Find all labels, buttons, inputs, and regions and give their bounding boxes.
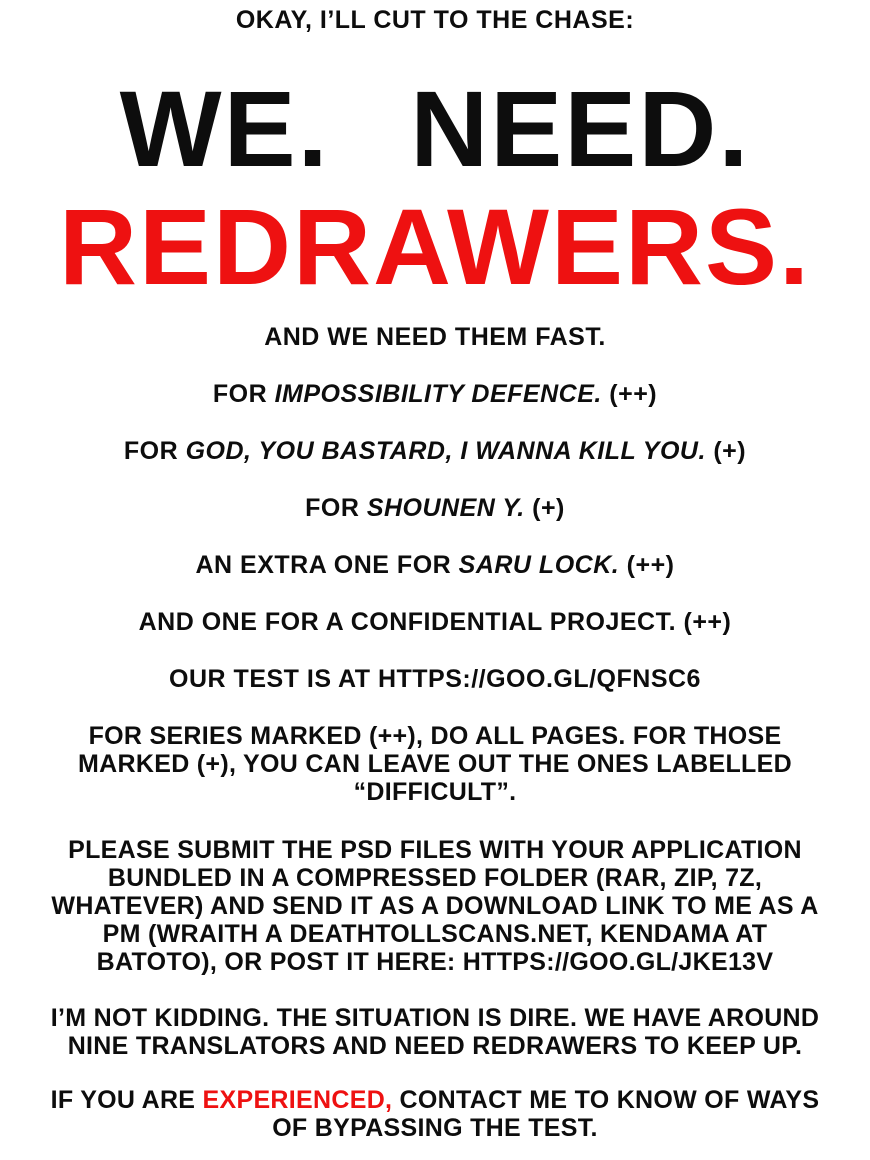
series-prefix: FOR: [305, 494, 367, 522]
paragraph-line: I’M NOT KIDDING. THE SITUATION IS DIRE. WE HAVE AROUND: [50, 1004, 820, 1032]
series-title: IMPOSSIBILITY DEFENCE.: [274, 380, 602, 408]
series-marker: (++): [619, 551, 675, 579]
rules-paragraph: [0, 722, 870, 806]
series-line-impossibility-defence: [0, 380, 870, 409]
urgency-line: AND WE NEED THEM FAST.: [264, 323, 606, 351]
series-line-confidential-project: [0, 608, 870, 637]
series-marker: (+): [705, 437, 747, 465]
series-prefix: FOR: [212, 380, 275, 408]
series-title: SARU LOCK.: [458, 551, 620, 579]
series-line-saru-lock: [0, 551, 870, 580]
paragraph-line: PM (WRAITH A DEATHTOLLSCANS.NET, KENDAMA AT: [102, 920, 768, 948]
submission-paragraph: [0, 836, 870, 976]
series-marker: (+): [524, 494, 565, 522]
experienced-paragraph: [0, 1086, 870, 1142]
series-marker: (++): [601, 380, 658, 408]
headline-we-need: WE. NEED.: [119, 68, 751, 189]
paragraph-line: BUNDLED IN A COMPRESSED FOLDER (RAR, ZIP, 7Z,: [107, 864, 763, 892]
series-prefix: AND ONE FOR A CONFIDENTIAL PROJECT.: [138, 608, 677, 636]
paragraph-line: [0, 1086, 870, 1114]
paragraph-line: FOR SERIES MARKED (++), DO ALL PAGES. FOR THOSE: [88, 722, 782, 750]
series-prefix: FOR: [123, 437, 186, 465]
paragraph-line: MARKED (+), YOU CAN LEAVE OUT THE ONES LABELLED: [78, 750, 792, 778]
headline-redrawers: REDRAWERS.: [58, 186, 812, 307]
paragraph-line: WHATEVER) AND SEND IT AS A DOWNLOAD LINK TO ME AS A: [51, 892, 819, 920]
experienced-before-text: IF YOU ARE: [50, 1086, 203, 1114]
series-title: SHOUNEN Y.: [366, 494, 525, 522]
intro-line: OKAY, I’LL CUT TO THE CHASE:: [235, 6, 635, 34]
series-marker: (++): [676, 608, 732, 636]
experienced-highlight: EXPERIENCED,: [202, 1086, 393, 1114]
paragraph-line: “DIFFICULT”.: [353, 778, 517, 806]
series-prefix: AN EXTRA ONE FOR: [195, 551, 459, 579]
series-line-shounen-y: [0, 494, 870, 523]
series-line-god-you-bastard: [0, 437, 870, 466]
test-url-line: OUR TEST IS AT HTTPS://GOO.GL/QFNSC6: [169, 665, 701, 693]
situation-paragraph: [0, 1004, 870, 1060]
paragraph-line: BATOTO), OR POST IT HERE: HTTPS://GOO.GL/JKE13V: [96, 948, 774, 976]
paragraph-line: NINE TRANSLATORS AND NEED REDRAWERS TO KEEP UP.: [67, 1032, 803, 1060]
paragraph-line: PLEASE SUBMIT THE PSD FILES WITH YOUR APPLICATION: [68, 836, 802, 864]
series-title: GOD, YOU BASTARD, I WANNA KILL YOU.: [185, 437, 706, 465]
experienced-after-text: CONTACT ME TO KNOW OF WAYS: [392, 1086, 820, 1114]
paragraph-line: OF BYPASSING THE TEST.: [272, 1114, 598, 1142]
